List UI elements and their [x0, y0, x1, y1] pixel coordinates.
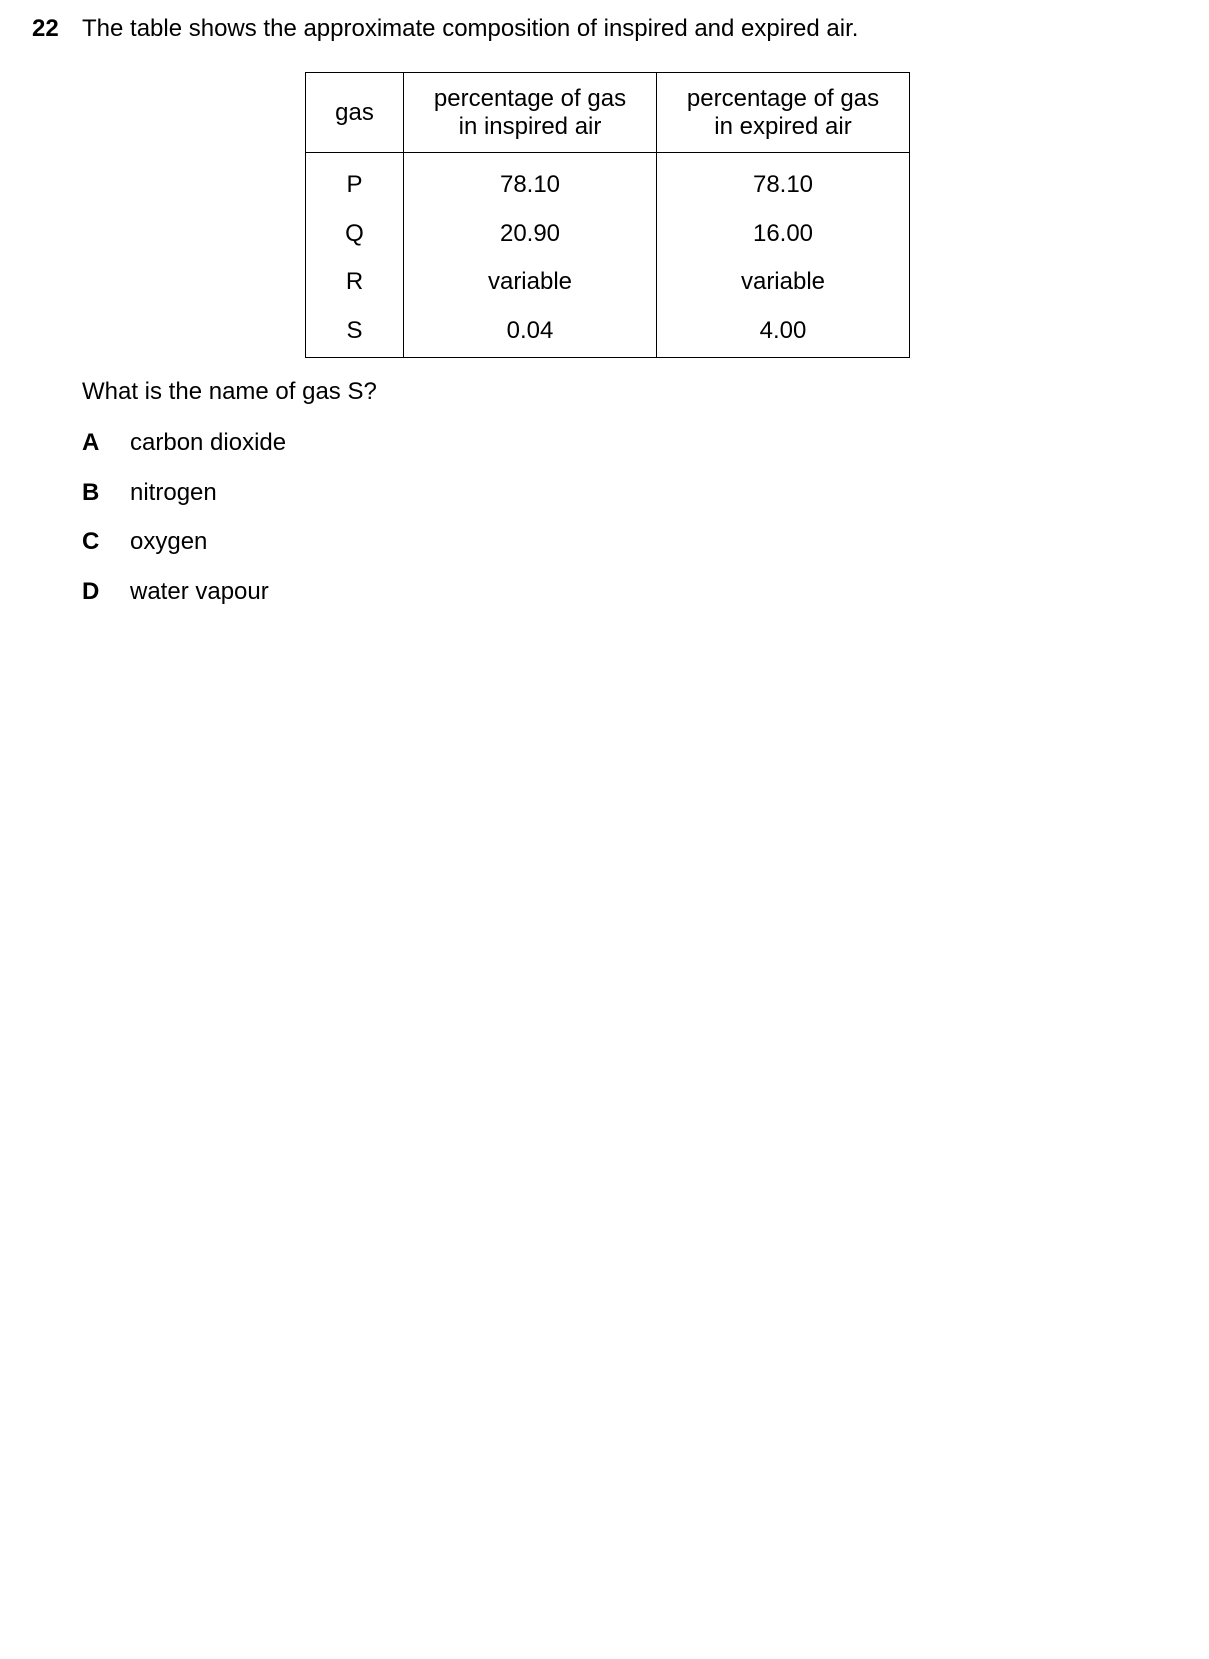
cell-gas: P: [306, 153, 404, 210]
option-text: carbon dioxide: [130, 429, 287, 456]
cell-expired: variable: [657, 258, 910, 307]
cell-inspired: 78.10: [404, 153, 657, 210]
cell-inspired: 0.04: [404, 307, 657, 358]
header-expired-line2: in expired air: [714, 112, 852, 140]
question-stem: The table shows the approximate composition of inspired and expired air.: [82, 15, 859, 42]
option-text: nitrogen: [130, 479, 217, 506]
option-letter: A: [82, 429, 100, 456]
header-inspired: [404, 73, 657, 153]
table-row: [306, 210, 910, 259]
option-letter: D: [82, 578, 100, 605]
table-row: [306, 153, 910, 210]
header-expired: [657, 73, 910, 153]
cell-gas: R: [306, 258, 404, 307]
gas-composition-table: [305, 72, 910, 358]
table-header-row: [306, 73, 910, 153]
cell-expired: 4.00: [657, 307, 910, 358]
header-gas: [306, 73, 404, 153]
option-letter: C: [82, 528, 100, 555]
table-row: [306, 258, 910, 307]
cell-inspired: 20.90: [404, 210, 657, 259]
question-number: 22: [32, 15, 59, 42]
cell-gas: Q: [306, 210, 404, 259]
cell-expired: 16.00: [657, 210, 910, 259]
header-inspired-line2: in inspired air: [458, 112, 602, 140]
header-gas-label: gas: [335, 98, 374, 126]
option-text: oxygen: [130, 528, 208, 555]
option-letter: B: [82, 479, 100, 506]
cell-expired: 78.10: [657, 153, 910, 210]
cell-gas: S: [306, 307, 404, 358]
question-prompt: What is the name of gas S?: [82, 378, 377, 405]
table-row: [306, 307, 910, 358]
header-expired-line1: percentage of gas: [686, 84, 880, 112]
option-text: water vapour: [130, 578, 269, 605]
cell-inspired: variable: [404, 258, 657, 307]
header-inspired-line1: percentage of gas: [433, 84, 627, 112]
